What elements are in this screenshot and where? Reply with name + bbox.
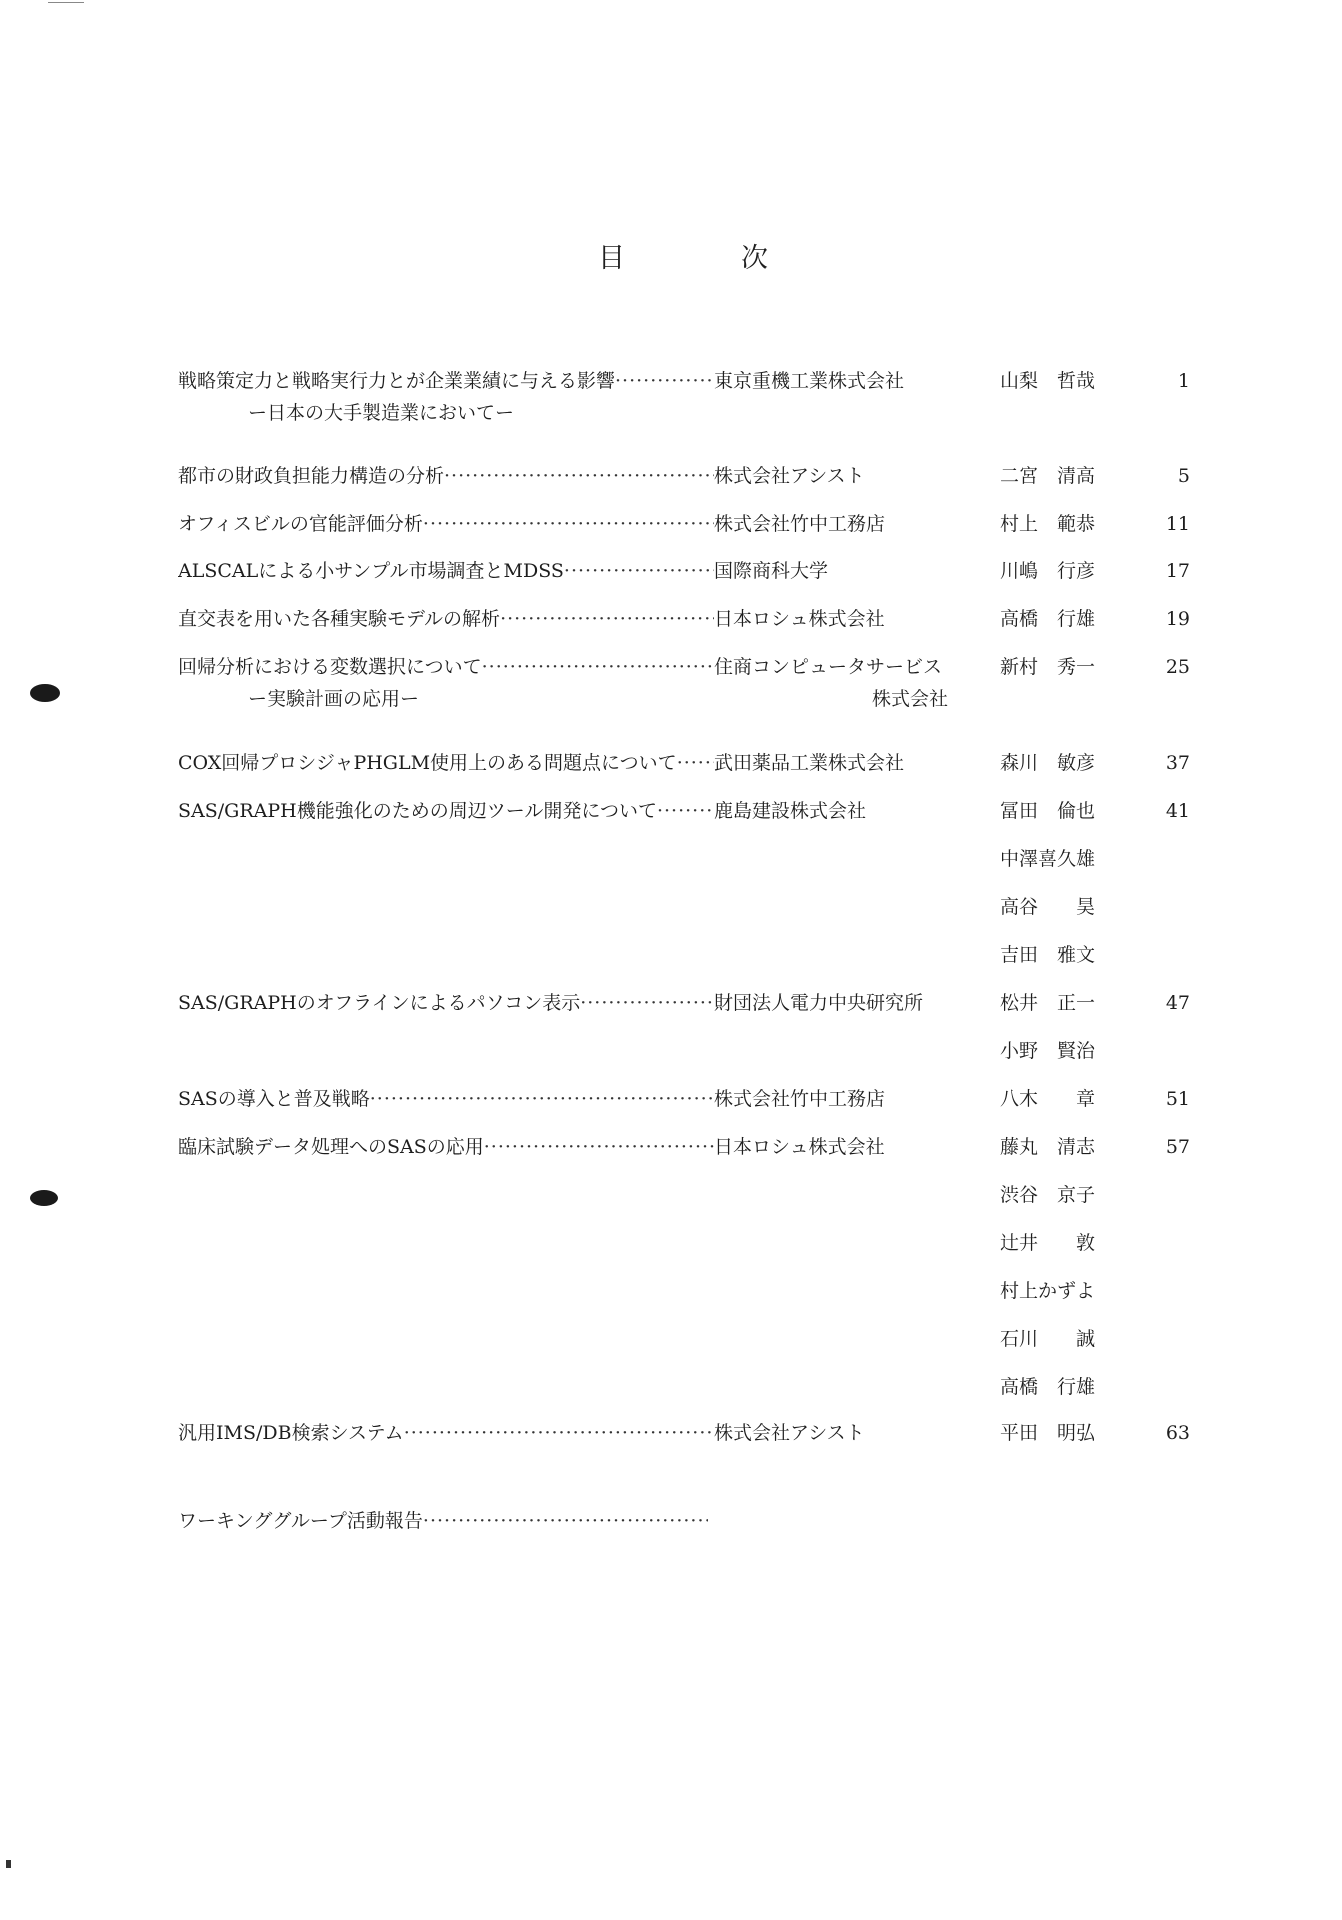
entry-title: SASの導入と普及戦略 — [178, 1088, 370, 1110]
dot-leader — [423, 511, 714, 537]
entry-organization: 日本ロシュ株式会社 — [714, 608, 885, 630]
entry-page-number: 25 — [1165, 656, 1190, 678]
entry-organization: 株式会社竹中工務店 — [714, 513, 886, 535]
scan-speck — [48, 2, 84, 3]
entry-title-line — [178, 990, 714, 1016]
page-title — [598, 236, 768, 275]
working-group-title: ワーキンググループ活動報告 — [178, 1510, 423, 1532]
dot-leader — [404, 1420, 714, 1446]
entry-authors — [1000, 654, 1120, 702]
entry-organization: 株式会社アシスト — [714, 1422, 865, 1444]
author-name: 平田 明弘 — [1000, 1422, 1096, 1444]
entry-title: 臨床試験データ処理へのSASの応用 — [178, 1136, 484, 1158]
author-name: 村上かずよ — [1000, 1280, 1096, 1302]
page-title-char-1: 目 — [598, 243, 625, 274]
dot-leader — [370, 1086, 714, 1112]
author-name: 中澤喜久雄 — [1000, 848, 1096, 870]
entry-organization: 日本ロシュ株式会社 — [714, 1136, 885, 1158]
binding-hole-mark — [30, 1190, 58, 1206]
entry-authors — [1000, 1134, 1120, 1422]
author-name: 渋谷 京子 — [1000, 1184, 1096, 1206]
author-name: 新村 秀一 — [1000, 656, 1096, 678]
entry-title-line — [178, 368, 714, 394]
entry-authors — [1000, 1086, 1120, 1134]
entry-authors — [1000, 990, 1120, 1086]
entry-organization: 国際商科大学 — [714, 560, 829, 582]
entry-organization-line2: 株式会社 — [872, 688, 949, 710]
entry-page-number: 17 — [1165, 560, 1190, 582]
entry-page-number: 37 — [1165, 752, 1190, 774]
entry-title: COX回帰プロシジャPHGLM使用上のある問題点について — [178, 752, 677, 774]
entry-title: ALSCALによる小サンプル市場調査とMDSS — [178, 560, 564, 582]
entry-subtitle: ー実験計画の応用ー — [248, 688, 420, 710]
entry-organization: 株式会社アシスト — [714, 465, 865, 487]
author-name: 吉田 雅文 — [1000, 944, 1096, 966]
dot-leader — [657, 798, 714, 824]
entry-organization: 武田薬品工業株式会社 — [714, 752, 905, 774]
entry-title: 回帰分析における変数選択について — [178, 656, 482, 678]
author-name: 高橋 行雄 — [1000, 608, 1096, 630]
entry-title-line — [178, 1134, 714, 1160]
author-name: 高橋 行雄 — [1000, 1376, 1096, 1398]
author-name: 山梨 哲哉 — [1000, 370, 1096, 392]
entry-authors — [1000, 606, 1120, 654]
entry-title-line — [178, 798, 714, 824]
entry-title: SAS/GRAPH機能強化のための周辺ツール開発について — [178, 800, 657, 822]
dot-leader — [423, 1508, 708, 1534]
entry-title: 汎用IMS/DB検索システム — [178, 1422, 404, 1444]
author-name: 小野 賢治 — [1000, 1040, 1096, 1062]
entry-page-number: 11 — [1165, 513, 1190, 535]
entry-title: 戦略策定力と戦略実行力とが企業業績に与える影響 — [178, 370, 616, 392]
entry-title-line — [178, 1086, 714, 1112]
entry-authors — [1000, 511, 1120, 559]
entry-title-line — [178, 558, 714, 584]
binding-hole-mark — [30, 684, 60, 702]
entry-page-number: 19 — [1165, 608, 1190, 630]
entry-title-line — [178, 511, 714, 537]
author-name: 辻井 敦 — [1000, 1232, 1096, 1254]
scan-speck — [6, 1860, 11, 1868]
entry-subtitle: ー日本の大手製造業においてー — [248, 402, 515, 424]
entry-page-number: 41 — [1165, 800, 1190, 822]
entry-authors — [1000, 1420, 1120, 1468]
entry-authors — [1000, 368, 1120, 416]
entry-organization: 住商コンピュータサービス — [714, 656, 943, 678]
dot-leader — [615, 368, 714, 394]
dot-leader — [580, 990, 714, 1016]
entry-authors — [1000, 558, 1120, 606]
dot-leader — [564, 558, 714, 584]
entry-title: 都市の財政負担能力構造の分析 — [178, 465, 445, 487]
entry-title-line — [178, 654, 714, 680]
author-name: 森川 敏彦 — [1000, 752, 1096, 774]
author-name: 松井 正一 — [1000, 992, 1096, 1014]
author-name: 二宮 清高 — [1000, 465, 1096, 487]
entry-organization: 株式会社竹中工務店 — [714, 1088, 886, 1110]
entry-page-number: 47 — [1165, 992, 1190, 1014]
entry-organization: 鹿島建設株式会社 — [714, 800, 867, 822]
dot-leader — [444, 463, 714, 489]
author-name: 高谷 昊 — [1000, 896, 1096, 918]
entry-page-number: 1 — [1177, 370, 1190, 392]
working-group-entry — [178, 1508, 708, 1534]
entry-organization: 財団法人電力中央研究所 — [714, 992, 924, 1014]
entry-title-line — [178, 463, 714, 489]
page-title-char-2: 次 — [741, 243, 768, 274]
author-name: 村上 範恭 — [1000, 513, 1096, 535]
entry-authors — [1000, 750, 1120, 798]
entry-title-line — [178, 750, 714, 776]
author-name: 藤丸 清志 — [1000, 1136, 1096, 1158]
entry-page-number: 57 — [1165, 1136, 1190, 1158]
dot-leader — [484, 1134, 714, 1160]
dot-leader — [482, 654, 714, 680]
entry-title-line — [178, 606, 714, 632]
entry-title: SAS/GRAPHのオフラインによるパソコン表示 — [178, 992, 581, 1014]
entry-page-number: 63 — [1165, 1422, 1190, 1444]
entry-title-line — [178, 1420, 714, 1446]
author-name: 川嶋 行彦 — [1000, 560, 1096, 582]
entry-authors — [1000, 463, 1120, 511]
entry-page-number: 51 — [1165, 1088, 1190, 1110]
author-name: 石川 誠 — [1000, 1328, 1096, 1350]
entry-title: 直交表を用いた各種実験モデルの解析 — [178, 608, 501, 630]
author-name: 冨田 倫也 — [1000, 800, 1096, 822]
entry-authors — [1000, 798, 1120, 990]
entry-title: オフィスビルの官能評価分析 — [178, 513, 423, 535]
entry-page-number: 5 — [1177, 465, 1190, 487]
dot-leader — [500, 606, 714, 632]
dot-leader — [677, 750, 714, 776]
entry-organization: 東京重機工業株式会社 — [714, 370, 905, 392]
author-name: 八木 章 — [1000, 1088, 1096, 1110]
